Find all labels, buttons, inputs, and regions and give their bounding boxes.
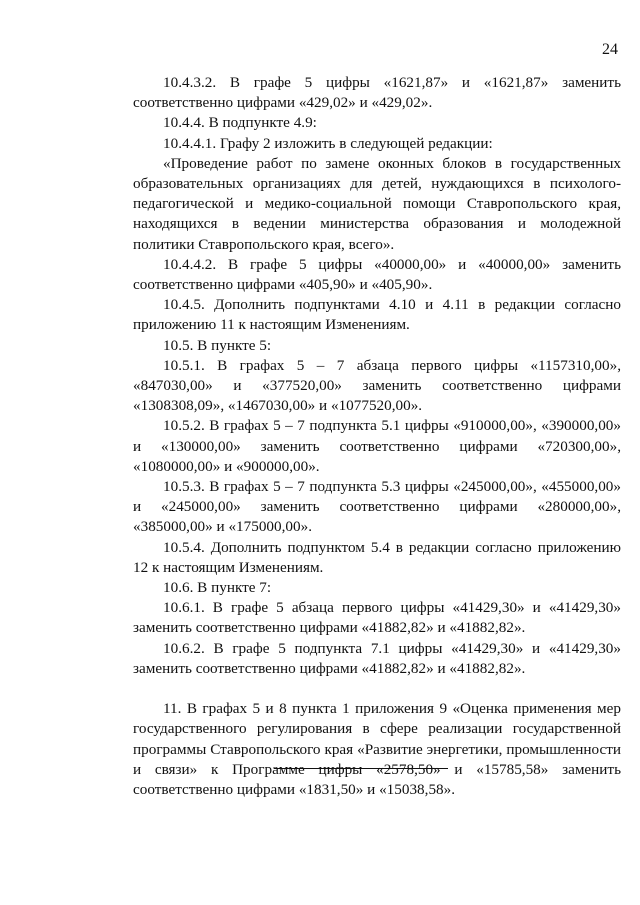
paragraph-10-4-4-2: 10.4.4.2. В графе 5 цифры «40000,00» и «40000,00» заменить соответственно цифрами «405,90» и «405,90». [133,255,621,294]
paragraph-10-6: 10.6. В пункте 7: [163,579,272,597]
paragraph-10-5-2: 10.5.2. В графах 5 – 7 подпункта 5.1 цифры «910000,00», «390000,00» и «130000,00» заменить соответственно цифрами «720300,00», «1080000,00» и «900000,00». [133,417,621,475]
paragraph-10-5-1: 10.5.1. В графах 5 – 7 абзаца первого цифры «1157310,00», «847030,00» и «377520,00» заменить соответственно цифрами «1308308,09», «1467030,00» и «1077520,00». [133,356,621,415]
paragraph-10-5-3: 10.5.3. В графах 5 – 7 подпункта 5.3 цифры «245000,00», «455000,00» и «245000,00» заменить соответственно цифрами «280000,00», «385000,00» и «175000,00». [133,478,621,536]
paragraph-10-4-4: 10.4.4. В подпункте 4.9: [163,114,317,132]
paragraph-10-4-4-1: 10.4.4.1. Графу 2 изложить в следующей редакции: [163,134,493,152]
paragraph-10-5: 10.5. В пункте 5: [163,336,272,354]
paragraph-quoted-wording: «Проведение работ по замене оконных блоков в государственных образовательных организациях для детей, нуждающихся в психолого-педагогической и медико-социальной помощи Ставропольского края, находящихся в ведении министерства образования и молодежной политики Ставропольского края, всего». [133,154,621,253]
paragraph-10-5-4: 10.5.4. Дополнить подпунктом 5.4 в редакции согласно приложению 12 к настоящим Изменениям. [133,538,621,576]
paragraph-10-4-3-2: 10.4.3.2. В графе 5 цифры «1621,87» и «1621,87» заменить соответственно цифрами «429,02» и «429,02». [133,74,621,112]
closing-rule [274,768,448,769]
document-body [133,73,621,800]
paragraph-11: 11. В графах 5 и 8 пункта 1 приложения 9 «Оценка применения мер государственного регулирования в сфере реализации государственной программы Ставропольского края «Развитие энергетики, промышленности и связи» к Программе цифры «2578,50» и «15785,58» заменить соответственно цифрами «1831,50» и «15038,58». [133,700,621,798]
page-number: 24 [602,41,618,58]
paragraph-10-6-2: 10.6.2. В графе 5 подпункта 7.1 цифры «41429,30» и «41429,30» заменить соответственно цифрами «41882,82» и «41882,82». [133,639,621,677]
paragraph-10-4-5: 10.4.5. Дополнить подпунктами 4.10 и 4.11 в редакции согласно приложению 11 к настоящим Изменениям. [133,296,621,334]
paragraph-10-6-1: 10.6.1. В графе 5 абзаца первого цифры «41429,30» и «41429,30» заменить соответственно цифрами «41882,82» и «41882,82». [133,599,621,637]
